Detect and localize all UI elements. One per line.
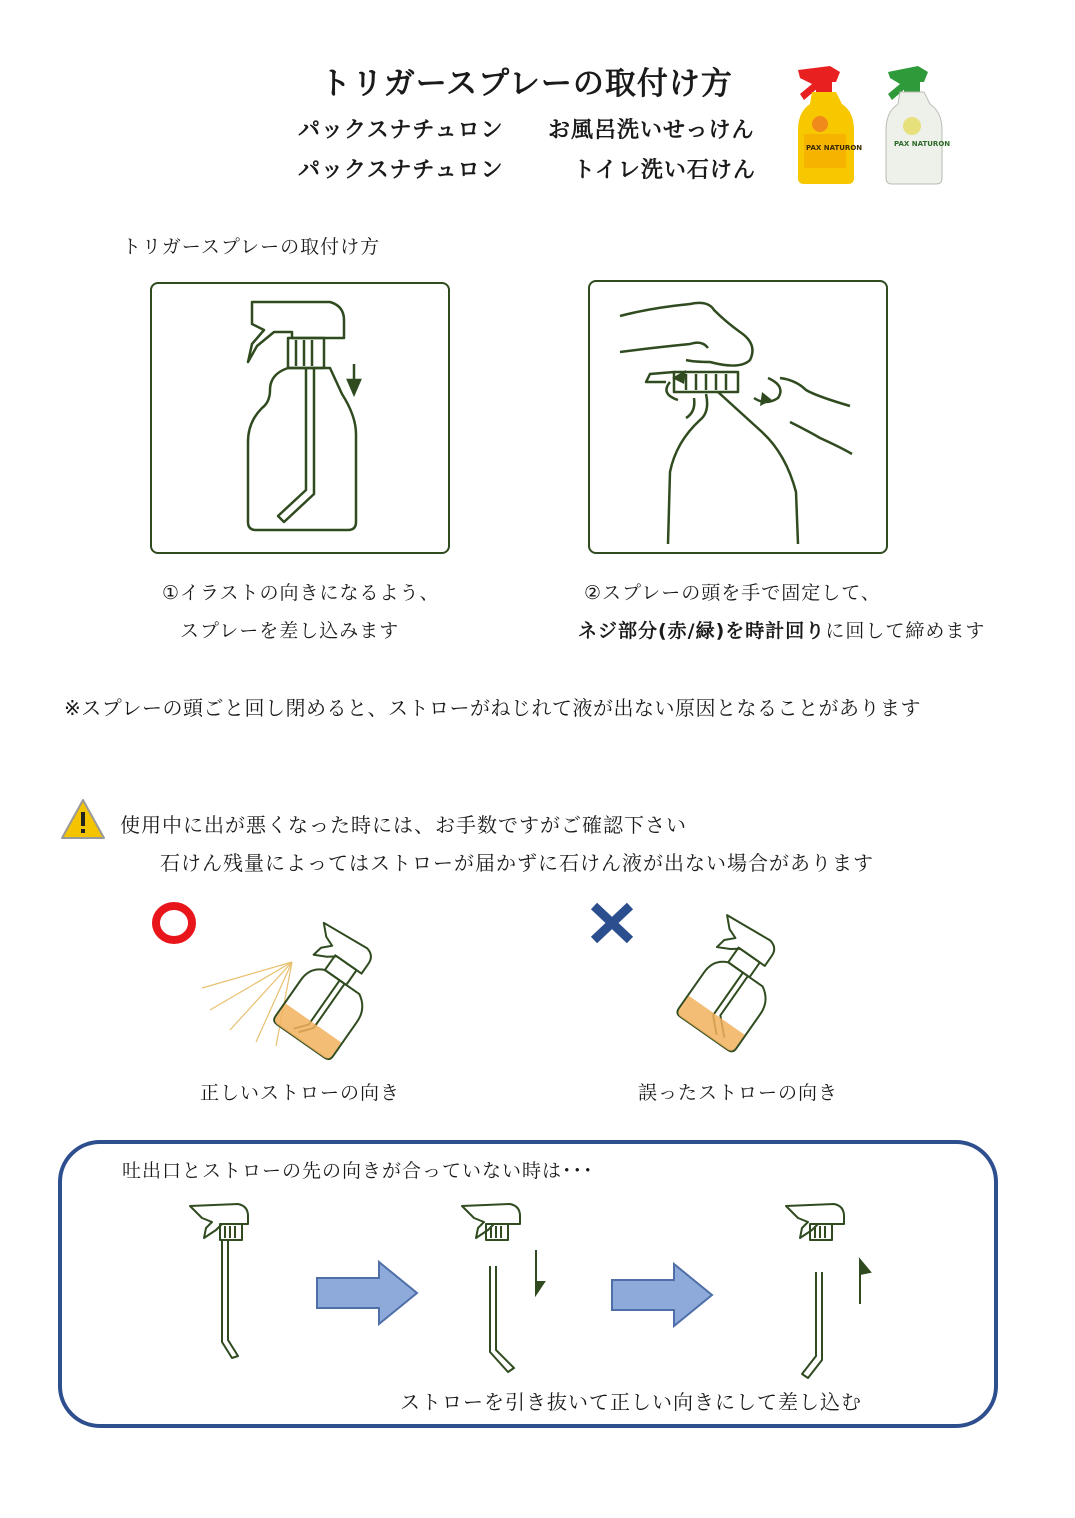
bottle-insert-drawing [152,284,448,552]
product2-name: トイレ洗い石けん [573,158,756,183]
wrong-cross-icon [588,900,636,946]
hand-turning-drawing [590,282,886,552]
fix-box-heading: 吐出口とストローの先の向きが合っていない時は･･･ [122,1160,594,1182]
correct-caption: 正しいストローの向き [200,1082,401,1104]
correct-circle-icon [150,900,198,946]
product2-brand: パックスナチュロン [298,158,504,183]
wrong-orientation-drawing [680,920,820,1050]
step2-illustration [588,280,888,554]
trigger-assembly-drawing [180,1200,280,1370]
yellow-bottle-label: PAX NATURON [806,144,863,152]
correct-orientation-drawing [200,930,420,1050]
wrong-caption: 誤ったストローの向き [638,1082,839,1104]
warning-line2: 石けん残量によってはストローが届かずに石けん液が出ない場合があります [160,851,874,875]
step2-caption-line1: ②スプレーの頭を手で固定して、 [584,582,881,604]
yellow-bottle-image [790,60,863,190]
section-heading: トリガースプレーの取付け方 [122,236,381,258]
right-arrow-icon [315,1260,420,1326]
step2-caption-bold: ネジ部分(赤/緑)を時計回り [578,620,826,642]
white-bottle-image [878,60,951,190]
step2-caption-line2 [578,616,985,643]
warning-line1: 使用中に出が悪くなった時には、お手数ですがご確認下さい [120,813,687,837]
page-title: トリガースプレーの取付け方 [320,66,733,102]
straw-reinsert-drawing [776,1200,886,1380]
step2-caption-rest: に回して締めます [825,620,986,642]
product1-name: お風呂洗いせっけん [548,118,755,143]
fix-box-caption: ストローを引き抜いて正しい向きにして差し込む [400,1390,862,1414]
step1-caption-line2: スプレーを差し込みます [180,620,400,642]
white-bottle-label: PAX NATURON [894,140,951,148]
product1-brand: パックスナチュロン [298,118,504,143]
right-arrow-icon [610,1262,715,1328]
warning-icon [60,798,106,840]
step1-caption-line1: ①イラストの向きになるよう、 [162,582,440,604]
straw-pulled-drawing [452,1200,562,1380]
note-text: ※スプレーの頭ごと回し閉めると、ストローがねじれて液が出ない原因となることがあります [64,696,921,720]
step1-illustration [150,282,450,554]
